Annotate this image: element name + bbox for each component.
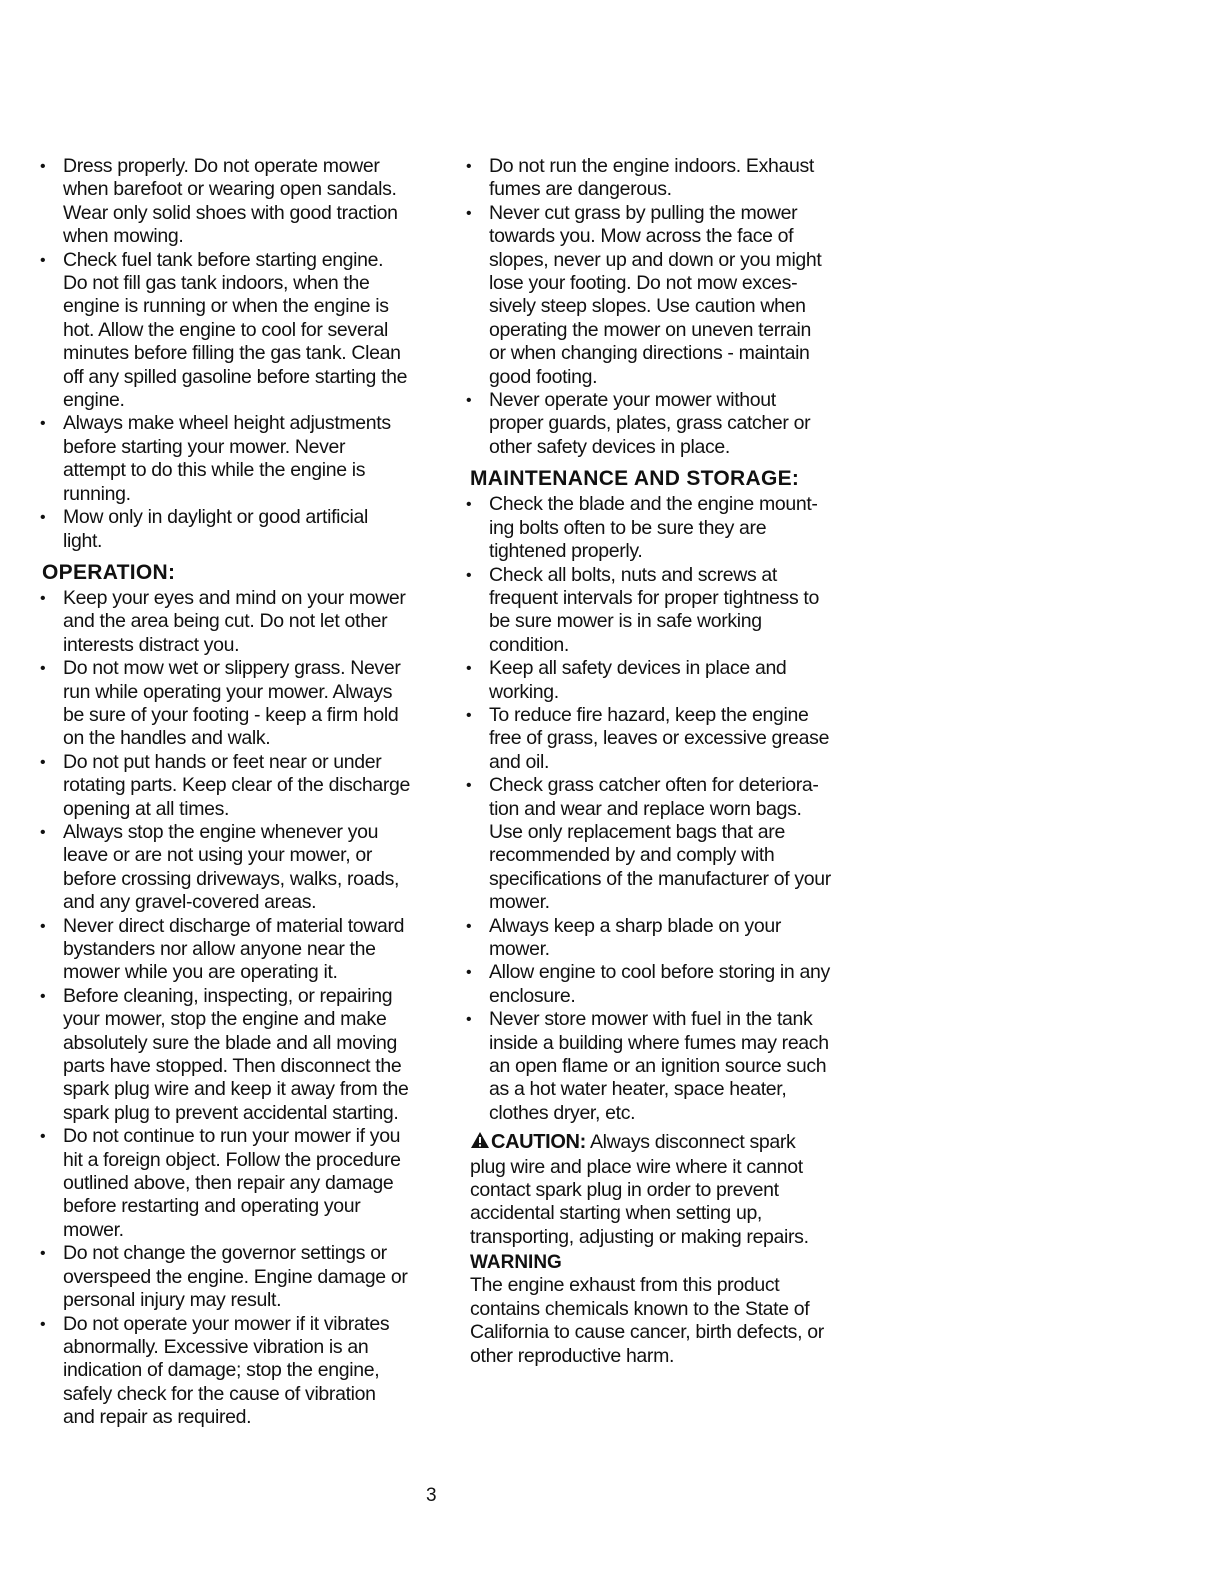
- list-item: • Never operate your mower without proper guards, plates, grass catcher or other safety devices in place.: [462, 389, 872, 459]
- list-item: • Before cleaning, inspecting, or repairing your mower, stop the engine and make absolutely sure the blade and all moving parts have stopped. Then disconnect the spark plug wire and keep it away from the spark plug to prevent accidental starting.: [36, 985, 454, 1125]
- page-number: 3: [426, 1485, 437, 1506]
- list-item: • Check all bolts, nuts and screws at frequent intervals for proper tightness to be sure mower is in safe working condition.: [462, 564, 872, 658]
- list-item: • Mow only in daylight or good artificial light.: [36, 506, 454, 553]
- list-item: • Check the blade and the engine mount- ing bolts often to be sure they are tightened properly.: [462, 493, 872, 563]
- list-item: • Allow engine to cool before storing in any enclosure.: [462, 961, 872, 1008]
- caution-text: Always disconnect spark plug wire and place wire where it cannot contact spark plug in order to prevent accidental starting when setting up, transporting, adjusting or making repairs.: [470, 1131, 809, 1248]
- list-item: • Do not run the engine indoors. Exhaust fumes are dangerous.: [462, 155, 872, 202]
- maintenance-heading: MAINTENANCE AND STORAGE:: [470, 467, 800, 491]
- list-item: • Check fuel tank before starting engine. Do not fill gas tank indoors, when the engine is running or when the engine is hot. Allow the engine to cool for several minutes before filling the gas tank. Clean off any spilled gasoline before starting the engine.: [36, 249, 454, 413]
- list-item: • Do not change the governor settings or overspeed the engine. Engine damage or personal injury may result.: [36, 1242, 454, 1312]
- list-item: • Do not mow wet or slippery grass. Never run while operating your mower. Always be sure of your footing - keep a firm hold on the handles and walk.: [36, 657, 454, 751]
- list-item: • Keep your eyes and mind on your mower and the area being cut. Do not let other interests distract you.: [36, 587, 454, 657]
- safety-bullets-list: [36, 155, 454, 553]
- list-item: • Do not put hands or feet near or under rotating parts. Keep clear of the discharge opening at all times.: [36, 751, 454, 821]
- list-item: • Do not continue to run your mower if you hit a foreign object. Follow the procedure outlined above, then repair any damage before restarting and operating your mower.: [36, 1125, 454, 1242]
- list-item: • Dress properly. Do not operate mower when barefoot or wearing open sandals. Wear only solid shoes with good traction when mowing.: [36, 155, 454, 249]
- list-item: • Check grass catcher often for deteriora- tion and wear and replace worn bags. Use only replacement bags that are recommended by and comply with specifications of the manufacturer of your mower.: [462, 774, 872, 914]
- warning-triangle-icon: [470, 1131, 490, 1155]
- list-item: • Do not operate your mower if it vibrates abnormally. Excessive vibration is an indication of damage; stop the engine, safely check for the cause of vibration and repair as required.: [36, 1313, 454, 1430]
- list-item: • Never direct discharge of material toward bystanders nor allow anyone near the mower while you are operating it.: [36, 915, 454, 985]
- right-column: [462, 155, 872, 1368]
- operation-bullets-list: [36, 587, 454, 1430]
- maintenance-bullets-list: [462, 493, 872, 1125]
- warning-heading: WARNING: [470, 1252, 562, 1274]
- warning-text: The engine exhaust from this product contains chemicals known to the State of California to cause cancer, birth defects, or other reproductive harm.: [470, 1274, 824, 1367]
- caution-label: CAUTION:: [491, 1131, 586, 1154]
- list-item: • Always make wheel height adjustments before starting your mower. Never attempt to do this while the engine is running.: [36, 412, 454, 506]
- list-item: • Keep all safety devices in place and working.: [462, 657, 872, 704]
- left-column: [36, 155, 454, 1430]
- list-item: • Always keep a sharp blade on your mower.: [462, 915, 872, 962]
- caution-notice: [470, 1131, 872, 1249]
- operation-heading: OPERATION:: [42, 560, 176, 584]
- list-item: • Never store mower with fuel in the tank inside a building where fumes may reach an open flame or an ignition source such as a hot water heater, space heater, clothes dryer, etc.: [462, 1008, 872, 1125]
- list-item: • Never cut grass by pulling the mower towards you. Mow across the face of slopes, never up and down or you might lose your footing. Do not mow exces- sively steep slopes. Use caution when operating the mower on uneven terrain or when changing directions - maintain good footing.: [462, 202, 872, 389]
- safety-bullets-list: [462, 155, 872, 459]
- list-item: • To reduce fire hazard, keep the engine free of grass, leaves or excessive grease and oil.: [462, 704, 872, 774]
- list-item: • Always stop the engine whenever you leave or are not using your mower, or before crossing driveways, walks, roads, and any gravel-covered areas.: [36, 821, 454, 915]
